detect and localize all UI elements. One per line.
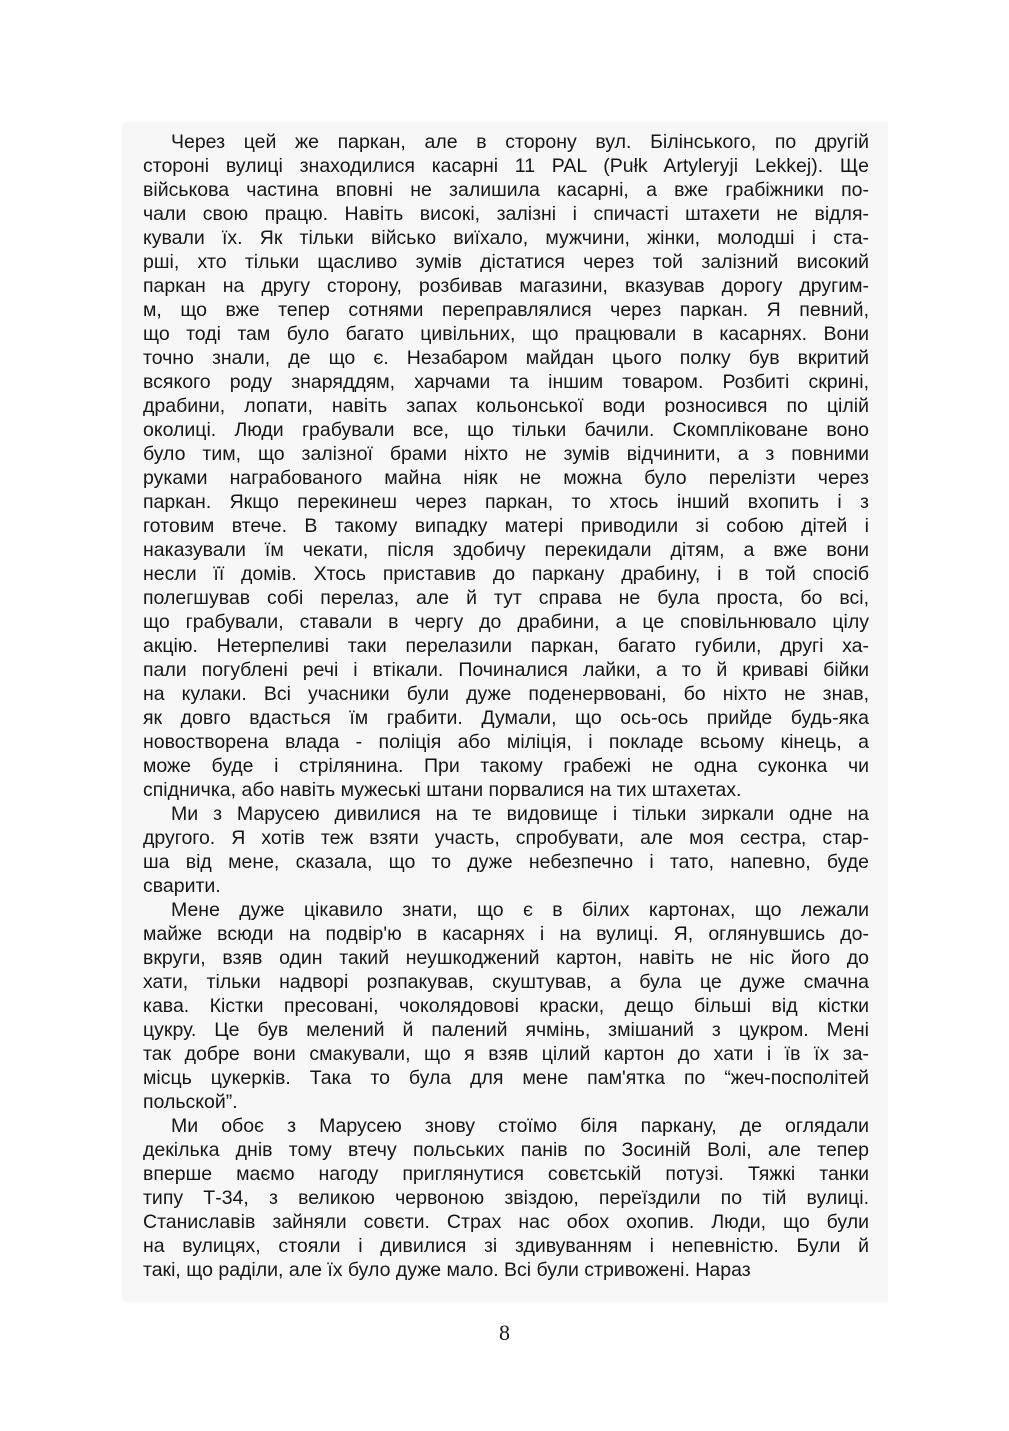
text-line: руками награбованого майна ніяк не можна було перелізти через <box>143 467 869 489</box>
paragraph <box>143 130 869 802</box>
text-line: Ми з Марусею дивилися на те видовище і тільки зиркали одне на <box>171 803 869 825</box>
text-line: так добре вони смакували, що я взяв цілий картон до хати і їв їх за- <box>143 1043 869 1065</box>
text-line: чали свою працю. Навіть високі, залізні і спичасті штахети не відля- <box>143 203 869 225</box>
text-line: цукру. Це був мелений й палений ячмінь, змішаний з цукром. Мені <box>143 1019 869 1041</box>
text-line: як довго вдасться їм грабити. Думали, що ось-ось прийде будь-яка <box>143 707 869 729</box>
text-line: всякого роду знаряддям, харчами та іншим товаром. Розбиті скрині, <box>143 371 869 393</box>
text-line: пали погублені речі і втікали. Починалися лайки, а то й криваві бійки <box>143 659 869 681</box>
text-line: точно знали, де що є. Незабаром майдан цього полку був вкритий <box>143 347 869 369</box>
text-line: наказували їм чекати, після здобичу перекидали дітям, а вже вони <box>143 539 869 561</box>
text-line: місць цукерків. Така то була для мене пам'ятка по “жеч-посполітей <box>143 1067 869 1089</box>
text-line: що тоді там було багато цивільних, що працювали в касарнях. Вони <box>143 323 869 345</box>
text-line: військова частина вповні не залишила касарні, а вже грабіжники по- <box>143 179 869 201</box>
text-line: на вулицях, стояли і дивилися зі здивуванням і непевністю. Були й <box>143 1235 869 1257</box>
paragraph <box>143 898 869 1114</box>
text-line: вкруги, взяв один такий неушкоджений картон, навіть не ніс його до <box>143 947 869 969</box>
text-line: околиці. Люди грабували все, що тільки бачили. Скомпліковане воно <box>143 419 869 441</box>
text-line: несли її домів. Хтось приставив до паркану драбину, і в той спосіб <box>143 563 869 585</box>
text-line: драбини, лопати, навіть запах кольонської води розносився по цілій <box>143 395 869 417</box>
text-line: польской”. <box>143 1091 238 1113</box>
text-line: спідничка, або навіть мужеські штани порвалися на тих штахетах. <box>143 779 742 801</box>
text-line: декілька днів тому втечу польських панів по Зосиній Волі, але тепер <box>143 1139 869 1161</box>
paragraph <box>143 1114 869 1282</box>
paragraph <box>143 802 869 898</box>
text-line: хати, тільки надворі розпакував, скуштував, а була це дуже смачна <box>143 971 869 993</box>
text-line: майже всюди на подвір'ю в касарнях і на вулиці. Я, оглянувшись до- <box>143 923 869 945</box>
text-line: полегшував собі перелаз, але й тут справа не була проста, бо всі, <box>143 587 869 609</box>
text-line: вперше маємо нагоду приглянутися совєтській потузі. Тяжкі танки <box>143 1163 869 1185</box>
text-line: ша від мене, сказала, що то дуже небезпечно і тато, напевно, буде <box>143 851 869 873</box>
text-line: рші, хто тільки щасливо зумів дістатися через той залізний високий <box>143 251 869 273</box>
text-line: такі, що раділи, але їх було дуже мало. Всі були стривожені. Нараз <box>143 1259 751 1281</box>
text-line: новостворена влада - поліція або міліція, і покладе всьому кінець, а <box>143 731 869 753</box>
text-line: другого. Я хотів теж взяти участь, спробувати, але моя сестра, стар- <box>143 827 869 849</box>
body-text <box>143 130 869 1282</box>
text-line: на кулаки. Всі учасники були дуже поденервовані, бо ніхто не знав, <box>143 683 869 705</box>
text-line: було тим, що залізної брами ніхто не зумів відчинити, а з повними <box>143 443 869 465</box>
text-line: Через цей же паркан, але в сторону вул. Білінського, по другій <box>171 131 869 153</box>
text-line: паркан. Якщо перекинеш через паркан, то хтось інший вхопить і з <box>143 491 869 513</box>
text-line: м, що вже тепер сотнями переправлялися через паркан. Я певний, <box>143 299 869 321</box>
text-line: кава. Кістки пресовані, чоколядовові краски, дещо більші від кістки <box>143 995 869 1017</box>
text-line: Станиславів зайняли совєти. Страх нас обох охопив. Люди, що були <box>143 1211 869 1233</box>
text-line: типу Т-34, з великою червоною звіздою, переїздили по тій вулиці. <box>143 1187 869 1209</box>
text-line: паркан на другу сторону, розбивав магазини, вказував дорогу другим- <box>143 275 869 297</box>
text-line: сварити. <box>143 875 221 897</box>
text-line: Мене дуже цікавило знати, що є в білих картонах, що лежали <box>171 899 869 921</box>
text-line: може буде і стрілянина. При такому грабежі не одна суконка чи <box>143 755 869 777</box>
text-line: акцію. Нетерпеливі таки перелазили паркан, багато губили, другі ха- <box>143 635 869 657</box>
text-line: що грабували, ставали в чергу до драбини, а це сповільнювало цілу <box>143 611 869 633</box>
text-line: кували їх. Як тільки військо виїхало, мужчини, жінки, молодші і ста- <box>143 227 869 249</box>
page-number: 8 <box>499 1320 510 1345</box>
text-line: готовим втече. В такому випадку матері приводили зі собою дітей і <box>143 515 869 537</box>
text-line: Ми обоє з Марусею знову стоїмо біля паркану, де оглядали <box>171 1115 869 1137</box>
text-line: стороні вулиці знаходилися касарні 11 PAL (Pułk Artyleryji Lekkej). Ще <box>143 155 869 177</box>
